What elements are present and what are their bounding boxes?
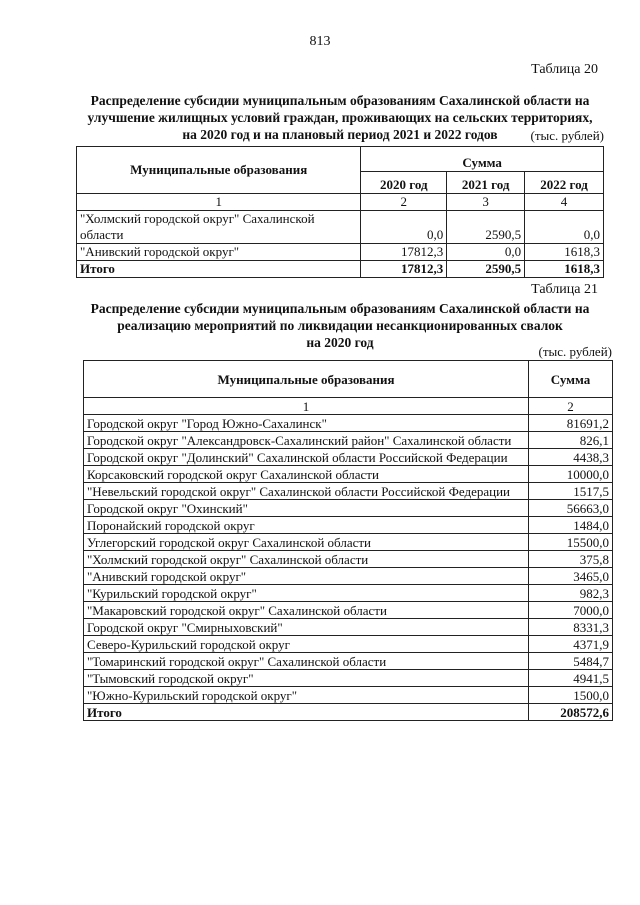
table-20-label: Таблица 20 [531, 62, 598, 77]
header-municipalities: Муниципальные образования [84, 361, 529, 398]
value-2020: 1517,5 [529, 483, 613, 500]
municipality-name: "Невельский городской округ" Сахалинской области Российской Федерации [84, 483, 529, 500]
municipality-name: "Анивский городской округ" [84, 568, 529, 585]
value-2020: 10000,0 [529, 466, 613, 483]
value-2020: 56663,0 [529, 500, 613, 517]
table-row [84, 466, 613, 483]
header-sum: Сумма [529, 361, 613, 398]
value-2021: 0,0 [447, 244, 525, 261]
municipality-name: Городской округ "Охинский" [84, 500, 529, 517]
table-row [84, 449, 613, 466]
table-row [84, 534, 613, 551]
table-21-title [60, 300, 620, 351]
table-row [84, 568, 613, 585]
table-row [84, 432, 613, 449]
table-20-title-line: Распределение субсидии муниципальным образованиям Сахалинской области на [90, 93, 590, 108]
table-row [84, 585, 613, 602]
table-21-title-line: на 2020 год [306, 335, 374, 350]
municipality-name: "Курильский городской округ" [84, 585, 529, 602]
table-21-title-line: реализацию мероприятий по ликвидации несанкционированных свалок [117, 318, 563, 333]
table-20 [76, 146, 604, 278]
municipality-name: Городской округ "Александровск-Сахалинский район" Сахалинской области [84, 432, 529, 449]
value-2020: 982,3 [529, 585, 613, 602]
value-2020: 4371,9 [529, 636, 613, 653]
total-2022: 1618,3 [525, 261, 604, 278]
index-cell: 2 [529, 398, 613, 415]
municipality-name: "Томаринский городской округ" Сахалинской области [84, 653, 529, 670]
header-year-2021: 2021 год [447, 171, 525, 193]
municipality-name: "Анивский городской округ" [77, 244, 361, 261]
value-2021: 2590,5 [447, 211, 525, 244]
total-row [84, 704, 613, 721]
municipality-name: Городской округ "Город Южно-Сахалинск" [84, 415, 529, 432]
table-20-title-line: улучшение жилищных условий граждан, проживающих на сельских территориях, [87, 110, 593, 125]
value-2020: 15500,0 [529, 534, 613, 551]
table-row [84, 619, 613, 636]
value-2020: 4941,5 [529, 670, 613, 687]
table-row [77, 211, 604, 244]
table-row [84, 551, 613, 568]
table-21-label: Таблица 21 [531, 282, 598, 297]
index-cell: 3 [447, 194, 525, 211]
total-label: Итого [77, 261, 361, 278]
municipality-name: "Холмский городской округ" Сахалинской области [84, 551, 529, 568]
table-21-units: (тыс. рублей) [538, 344, 612, 359]
table-20-title-line: на 2020 год и на плановый период 2021 и 2022 годов [182, 127, 498, 142]
index-row [84, 398, 613, 415]
value-2020: 0,0 [361, 211, 447, 244]
municipality-name: Углегорский городской округ Сахалинской области [84, 534, 529, 551]
value-2020: 17812,3 [361, 244, 447, 261]
index-cell: 2 [361, 194, 447, 211]
table-21 [83, 360, 613, 721]
table-row [84, 500, 613, 517]
value-2020: 3465,0 [529, 568, 613, 585]
header-municipalities: Муниципальные образования [77, 147, 361, 194]
header-year-2022: 2022 год [525, 171, 604, 193]
table-row [77, 244, 604, 261]
value-2020: 1500,0 [529, 687, 613, 704]
table-row [84, 602, 613, 619]
table-row [84, 636, 613, 653]
value-2020: 5484,7 [529, 653, 613, 670]
index-cell: 4 [525, 194, 604, 211]
value-2022: 1618,3 [525, 244, 604, 261]
total-2021: 2590,5 [447, 261, 525, 278]
municipality-name: Городской округ "Смирныховский" [84, 619, 529, 636]
index-row [77, 194, 604, 211]
municipality-name: "Тымовский городской округ" [84, 670, 529, 687]
value-2020: 81691,2 [529, 415, 613, 432]
municipality-name: "Макаровский городской округ" Сахалинской области [84, 602, 529, 619]
value-2020: 7000,0 [529, 602, 613, 619]
total-row [77, 261, 604, 278]
municipality-name: "Южно-Курильский городской округ" [84, 687, 529, 704]
total-2020: 17812,3 [361, 261, 447, 278]
table-21-title-line: Распределение субсидии муниципальным образованиям Сахалинской области на [90, 301, 590, 316]
value-2020: 1484,0 [529, 517, 613, 534]
value-2020: 375,8 [529, 551, 613, 568]
total-label: Итого [84, 704, 529, 721]
index-cell: 1 [84, 398, 529, 415]
municipality-name: Поронайский городской округ [84, 517, 529, 534]
value-2022: 0,0 [525, 211, 604, 244]
value-2020: 4438,3 [529, 449, 613, 466]
header-sum: Сумма [361, 147, 604, 172]
header-year-2020: 2020 год [361, 171, 447, 193]
municipality-name: Северо-Курильский городской округ [84, 636, 529, 653]
table-row [84, 517, 613, 534]
table-20-units: (тыс. рублей) [530, 128, 604, 143]
value-2020: 8331,3 [529, 619, 613, 636]
municipality-name: "Холмский городской округ" Сахалинской области [77, 211, 361, 244]
table-row [84, 415, 613, 432]
value-2020: 826,1 [529, 432, 613, 449]
table-row [84, 687, 613, 704]
table-row [84, 670, 613, 687]
municipality-name: Корсаковский городской округ Сахалинской области [84, 466, 529, 483]
page-number: 813 [309, 34, 331, 49]
table-row [84, 653, 613, 670]
table-row [84, 483, 613, 500]
total-value: 208572,6 [529, 704, 613, 721]
index-cell: 1 [77, 194, 361, 211]
municipality-name: Городской округ "Долинский" Сахалинской области Российской Федерации [84, 449, 529, 466]
